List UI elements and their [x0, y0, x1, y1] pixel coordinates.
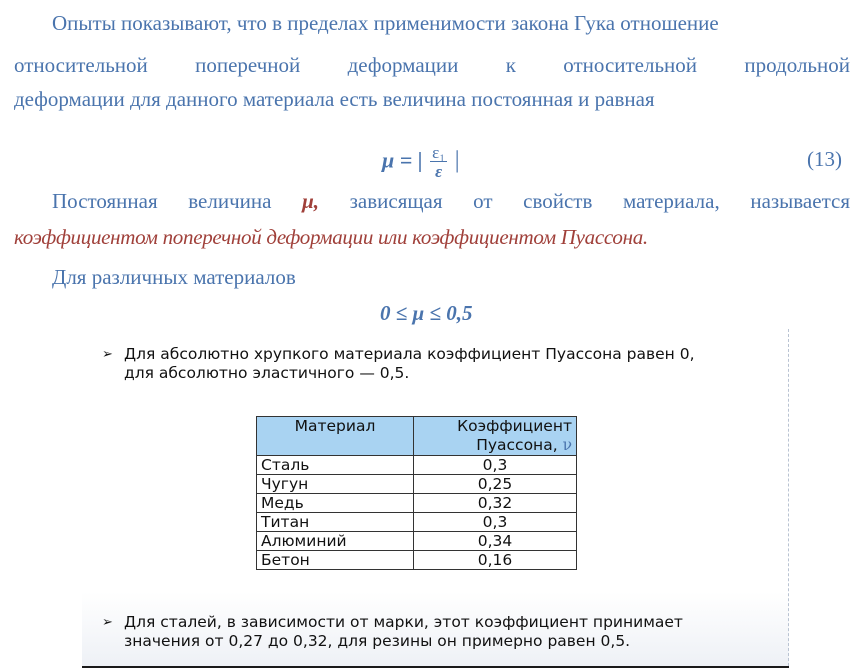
poisson-formula — [0, 138, 864, 181]
header-material: Материал — [257, 417, 414, 456]
word: продольной — [744, 53, 850, 77]
word: μ, — [302, 189, 319, 213]
table-row — [257, 513, 577, 532]
word: величина — [188, 189, 272, 213]
word: материала, — [623, 189, 720, 213]
word: свойств — [523, 189, 593, 213]
bullet-1-line1: Для абсолютно хрупкого материала коэффициент Пуассона равен 0, — [124, 345, 695, 363]
slide-image — [82, 329, 789, 668]
word: от — [473, 189, 493, 213]
cell-material: Алюминий — [257, 532, 414, 551]
table-row — [257, 494, 577, 513]
equation-number: (13) — [807, 147, 842, 171]
word: Постоянная — [52, 189, 158, 213]
table-row — [257, 475, 577, 494]
formula-lhs: μ = | — [382, 147, 423, 173]
cell-material: Медь — [257, 494, 414, 513]
cell-value: 0,16 — [414, 551, 577, 570]
slide-border — [788, 329, 789, 666]
word: поперечной — [195, 53, 301, 77]
cell-material: Титан — [257, 513, 414, 532]
table-row — [257, 456, 577, 475]
poisson-term: коэффициентом поперечной деформации или коэффициентом Пуассона. — [14, 225, 648, 249]
poisson-range: 0 ≤ μ ≤ 0,5 — [380, 301, 473, 325]
arrow-bullet-icon: ➢ — [102, 347, 113, 362]
arrow-bullet-icon: ➢ — [102, 615, 113, 630]
cell-value: 0,3 — [414, 513, 577, 532]
cell-material: Сталь — [257, 456, 414, 475]
poisson-table — [256, 416, 577, 570]
bullet-2-line1: Для сталей, в зависимости от марки, этот коэффициент принимает — [124, 613, 683, 631]
paragraph2-line1 — [52, 188, 850, 214]
word: к — [505, 53, 516, 77]
word: зависящая — [349, 189, 443, 213]
paragraph1-line3: деформации для данного материала есть величина постоянная и равная — [14, 87, 655, 111]
formula-denominator: ε — [435, 162, 443, 181]
word: называется — [750, 189, 850, 213]
cell-material: Бетон — [257, 551, 414, 570]
table-header-row — [257, 417, 577, 456]
word: относительной — [14, 53, 148, 77]
header-coef-line1: Коэффициент — [457, 417, 572, 435]
paragraph1-line2 — [14, 52, 850, 78]
bullet-2-line2: значения от 0,27 до 0,32, для резины он примерно равен 0,5. — [124, 632, 631, 650]
nu-symbol: ν — [562, 436, 572, 454]
header-coefficient — [414, 417, 577, 456]
word: деформации — [347, 53, 459, 77]
formula-numerator: ε₁ — [432, 143, 446, 162]
formula-fraction — [430, 144, 447, 181]
table-row — [257, 532, 577, 551]
cell-value: 0,25 — [414, 475, 577, 494]
cell-value: 0,3 — [414, 456, 577, 475]
word: относительной — [563, 53, 698, 77]
formula-body — [382, 144, 460, 181]
cell-value: 0,32 — [414, 494, 577, 513]
paragraph3: Для различных материалов — [52, 265, 296, 289]
paragraph1-line1: Опыты показывают, что в пределах применимости закона Гука отношение — [52, 11, 719, 35]
table-row — [257, 551, 577, 570]
cell-value: 0,34 — [414, 532, 577, 551]
bullet-1-line2: для абсолютно эластичного — 0,5. — [124, 364, 410, 382]
cell-material: Чугун — [257, 475, 414, 494]
formula-rhs: | — [454, 147, 460, 174]
header-coef-line2: Пуассона, — [476, 436, 558, 454]
